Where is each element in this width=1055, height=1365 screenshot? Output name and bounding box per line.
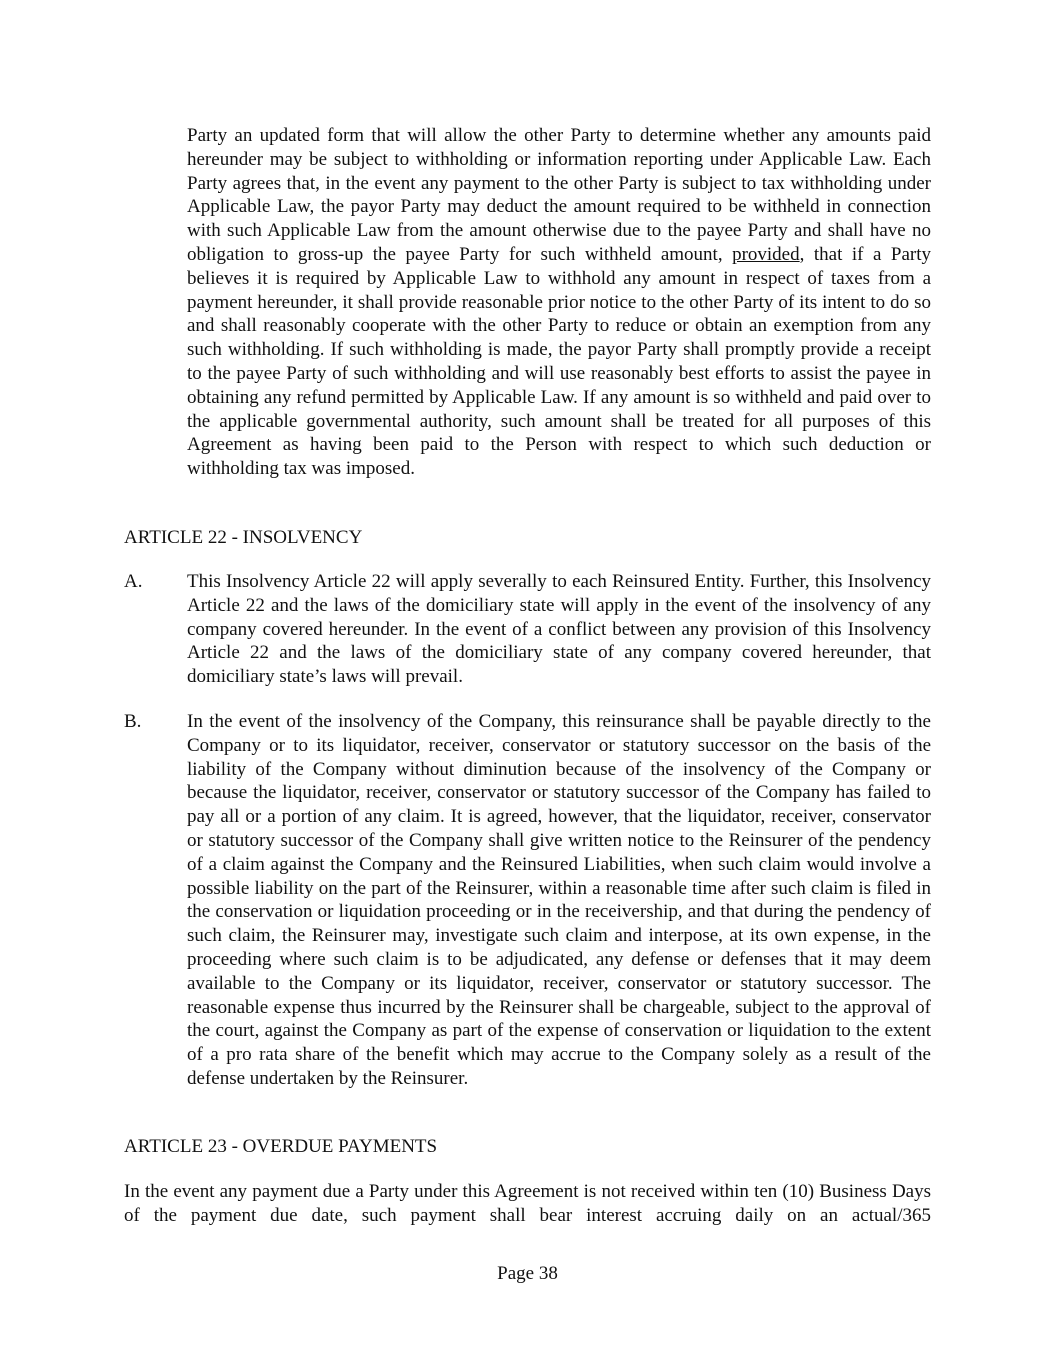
provided-underlined-term: provided	[732, 243, 800, 265]
item-a-paragraph: This Insolvency Article 22 will apply severally to each Reinsured Entity. Further, this Insolvency Article 22 and the laws of the domiciliary state will apply in the event of the insolvency of any company covered hereunder. In the event of a conflict between any provision of this Insolvency Article 22 and the laws of the domiciliary state of any company covered hereunder, that domiciliary state’s laws will prevail.	[187, 571, 931, 688]
item-b-letter: B.	[124, 711, 142, 732]
continuation-text-part1: Party an updated form that will allow the other Party to determine whether any amounts paid hereunder may be subject to withholding or information reporting under Applicable Law. Each Party agrees that, in the event any payment to the other Party is subject to tax withholding under Applicable Law, the payor Party may deduct the amount required to be withheld in connection with such Applicable Law from the amount otherwise due to the payee Party and shall have no obligation to gross-up the payee Party for such withheld amount,	[187, 125, 931, 265]
article-23-heading: ARTICLE 23 - OVERDUE PAYMENTS	[124, 1136, 438, 1157]
page-number: Page 38	[497, 1263, 558, 1284]
item-b-paragraph: In the event of the insolvency of the Company, this reinsurance shall be payable directly to the Company or to its liquidator, receiver, conservator or statutory successor on the basis of the liability of the Company without diminution because of the insolvency of the Company or because the liquidator, receiver, conservator or statutory successor of the Company has failed to pay all or a portion of any claim. It is agreed, however, that the liquidator, receiver, conservator or statutory successor of the Company shall give written notice to the Reinsurer of the pendency of a claim against the Company and the Reinsured Liabilities, when such claim would involve a possible liability on the part of the Reinsurer, within a reasonable time after such claim is filed in the conservation or liquidation proceeding or in the receivership, and that during the pendency of such claim, the Reinsurer may, investigate such claim and interpose, at its own expense, in the proceeding where such claim is to be adjudicated, any defense or defenses that it may deem available to the Company or its liquidator, receiver, conservator or statutory successor. The reasonable expense thus incurred by the Reinsurer shall be chargeable, subject to the approval of the court, against the Company as part of the expense of conservation or liquidation to the extent of a pro rata share of the benefit which may accrue to the Company solely as a result of the defense undertaken by the Reinsurer.	[187, 711, 931, 1089]
continuation-text-part2: , that if a Party believes it is required by Applicable Law to withhold any amount in respect of taxes from a payment hereunder, it shall provide reasonable prior notice to the other Party of its intent to do so and shall reasonably cooperate with the other Party to reduce or obtain an exemption from any such withholding. If such withholding is made, the payor Party shall promptly provide a receipt to the payee Party of such withholding and will use reasonably best efforts to assist the payee in obtaining any refund permitted by Applicable Law. If any amount is so withheld and paid over to the applicable governmental authority, such amount shall be treated for all purposes of this Agreement as having been paid to the Person with respect to which such deduction or withholding tax was imposed.	[187, 243, 931, 480]
article-22-heading: ARTICLE 22 - INSOLVENCY	[124, 527, 363, 548]
continuation-paragraph	[187, 124, 931, 481]
item-a-letter: A.	[124, 571, 143, 592]
overdue-payments-paragraph: In the event any payment due a Party under this Agreement is not received within ten (10) Business Days of the payment due date, such payment shall bear interest accruing daily on an actual/365	[124, 1181, 931, 1226]
